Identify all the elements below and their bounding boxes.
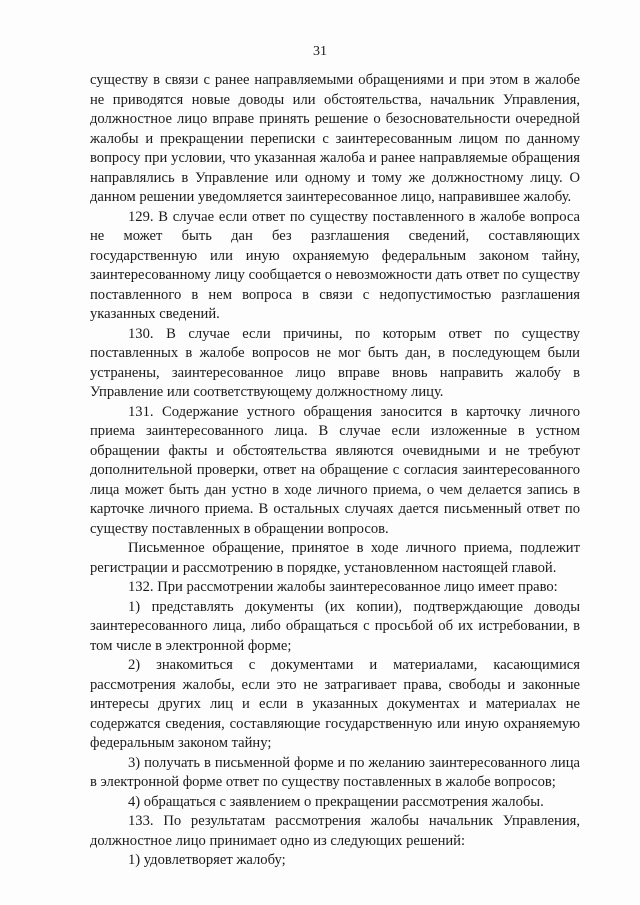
paragraph-written-appeal: Письменное обращение, принятое в ходе личного приема, подлежит регистрации и рассмотрению в порядке, установленном настоящей главой. xyxy=(90,540,580,576)
page-number: 31 xyxy=(313,44,327,59)
paragraph-continuation: существу в связи с ранее направляемыми обращениями и при этом в жалобе не приводятся новые доводы или обстоятельства, начальник Управления, должностное лицо вправе принять решение о безосновательности очередной жалобы и прекращении переписки с заинтересованным лицом по данному вопросу при условии, что указанная жалоба и ранее направляемые обращения направлялись в Управление или одному и тому же должностному лицу. О данном решении уведомляется заинтересованное лицо, направившее жалобу. xyxy=(90,72,580,205)
list-item-132-1: 1) представлять документы (их копии), подтверждающие доводы заинтересованного лица, либо обращаться с просьбой об их истребовании, в том числе в электронной форме; xyxy=(90,598,580,654)
list-item-133-1: 1) удовлетворяет жалобу; xyxy=(128,852,286,868)
document-body xyxy=(90,71,580,871)
paragraph-133: 133. По результатам рассмотрения жалобы начальник Управления, должностное лицо принимает одно из следующих решений: xyxy=(90,813,580,849)
paragraph-132: 132. При рассмотрении жалобы заинтересованное лицо имеет право: xyxy=(128,579,558,595)
list-item-132-2: 2) знакомиться с документами и материалами, касающимися рассмотрения жалобы, если это не затрагивает права, свободы и законные интересы других лиц и если в указанных документах и материалах не содержатся сведения, составляющие государственную или иную охраняемую федеральным законом тайну; xyxy=(90,657,580,751)
paragraph-129: 129. В случае если ответ по существу поставленного в жалобе вопроса не может быть дан без разглашения сведений, составляющих государственную или иную охраняемую федеральным законом тайну, заинтересованному лицу сообщается о невозможности дать ответ по существу поставленного в нем вопроса в связи с недопустимостью разглашения указанных сведений. xyxy=(90,208,580,322)
paragraph-130: 130. В случае если причины, по которым ответ по существу поставленных в жалобе вопросов не мог быть дан, в последующем были устранены, заинтересованное лицо вправе вновь направить жалобу в Управление или соответствующему должностному лицу. xyxy=(90,325,580,400)
paragraph-131: 131. Содержание устного обращения заносится в карточку личного приема заинтересованного лица. В случае если изложенные в устном обращении факты и обстоятельства являются очевидными и не требуют дополнительной проверки, ответ на обращение с согласия заинтересованного лица может быть дан устно в ходе личного приема, о чем делается запись в карточке личного приема. В остальных случаях дается письменный ответ по существу поставленных в обращении вопросов. xyxy=(90,403,580,537)
list-item-132-4: 4) обращаться с заявлением о прекращении рассмотрения жалобы. xyxy=(128,793,544,810)
list-item-132-3: 3) получать в письменной форме и по желанию заинтересованного лица в электронной форме ответ по существу поставленных в жалобе вопросов; xyxy=(90,754,580,790)
